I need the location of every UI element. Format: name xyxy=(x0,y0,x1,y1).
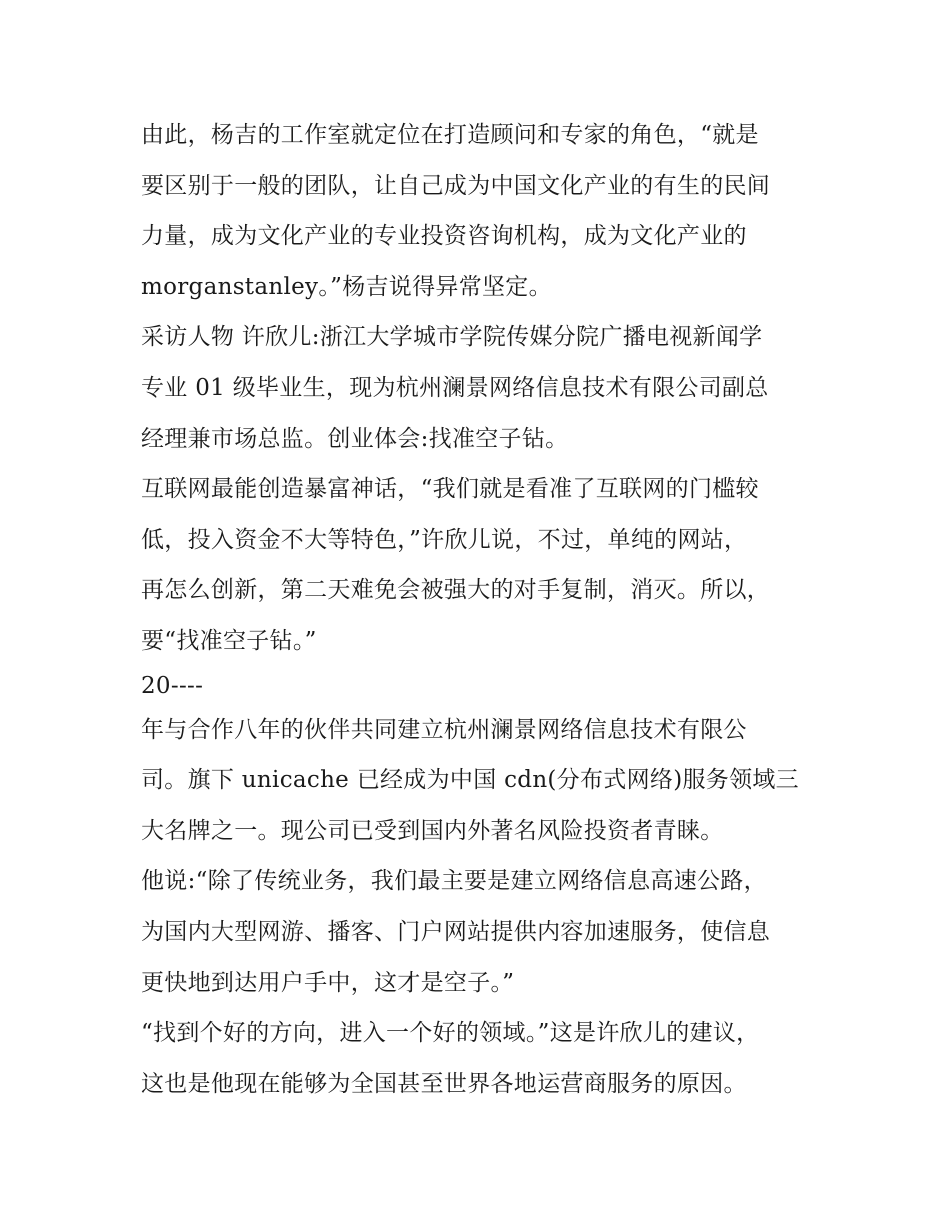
text-line: “找到个好的方向，进入一个好的领域。”这是许欣儿的建议， xyxy=(141,1020,760,1047)
text-line: 经理兼市场总监。创业体会:找准空子钻。 xyxy=(141,425,569,452)
text-line: 更快地到达用户手中，这才是空子。” xyxy=(141,969,515,996)
paragraph-year-fragment xyxy=(141,667,821,705)
paragraph-yangji-studio xyxy=(141,110,821,312)
text-line: morganstanley。”杨吉说得异常坚定。 xyxy=(141,273,552,300)
text-line: 年与合作八年的伙伴共同建立杭州澜景网络信息技术有限公 xyxy=(141,716,747,743)
text-line: 20---- xyxy=(141,672,204,699)
document-body xyxy=(141,110,821,1109)
text-line: 司。旗下 unicache 已经成为中国 cdn(分布式网络)服务领域三 xyxy=(141,767,799,794)
text-line: 由此，杨吉的工作室就定位在打造顾问和专家的角色，“就是 xyxy=(141,122,759,148)
text-line: 要区别于一般的团队，让自己成为中国文化产业的有生的民间 xyxy=(141,172,771,199)
paragraph-interviewee-profile xyxy=(141,312,821,464)
text-line: 要“找准空子钻。” xyxy=(141,627,317,654)
paragraph-internet-myth xyxy=(141,464,821,666)
text-line: 为国内大型网游、播客、门户网站提供内容加速服务，使信息 xyxy=(141,918,771,945)
text-line: 再怎么创新，第二天难免会被强大的对手复制，消灭。所以， xyxy=(141,577,771,604)
paragraph-business-quote xyxy=(141,856,821,1008)
text-line: 专业 01 级毕业生，现为杭州澜景网络信息技术有限公司副总 xyxy=(141,374,769,401)
text-line: 这也是他现在能够为全国甚至世界各地运营商服务的原因。 xyxy=(141,1070,747,1097)
text-line: 大名牌之一。现公司已受到国内外著名风险投资者青睐。 xyxy=(141,817,724,844)
text-line: 低，投入资金不大等特色，”许欣儿说，不过，单纯的网站， xyxy=(141,526,748,553)
text-line: 互联网最能创造暴富神话，“我们就是看准了互联网的门槛较 xyxy=(141,476,759,503)
text-line: 采访人物 许欣儿:浙江大学城市学院传媒分院广播电视新闻学 xyxy=(141,324,763,351)
text-line: 力量，成为文化产业的专业投资咨询机构，成为文化产业的 xyxy=(141,223,747,250)
paragraph-advice xyxy=(141,1008,821,1109)
text-line: 他说:“除了传统业务，我们最主要是建立网络信息高速公路， xyxy=(141,868,767,895)
paragraph-company-founding xyxy=(141,705,821,857)
